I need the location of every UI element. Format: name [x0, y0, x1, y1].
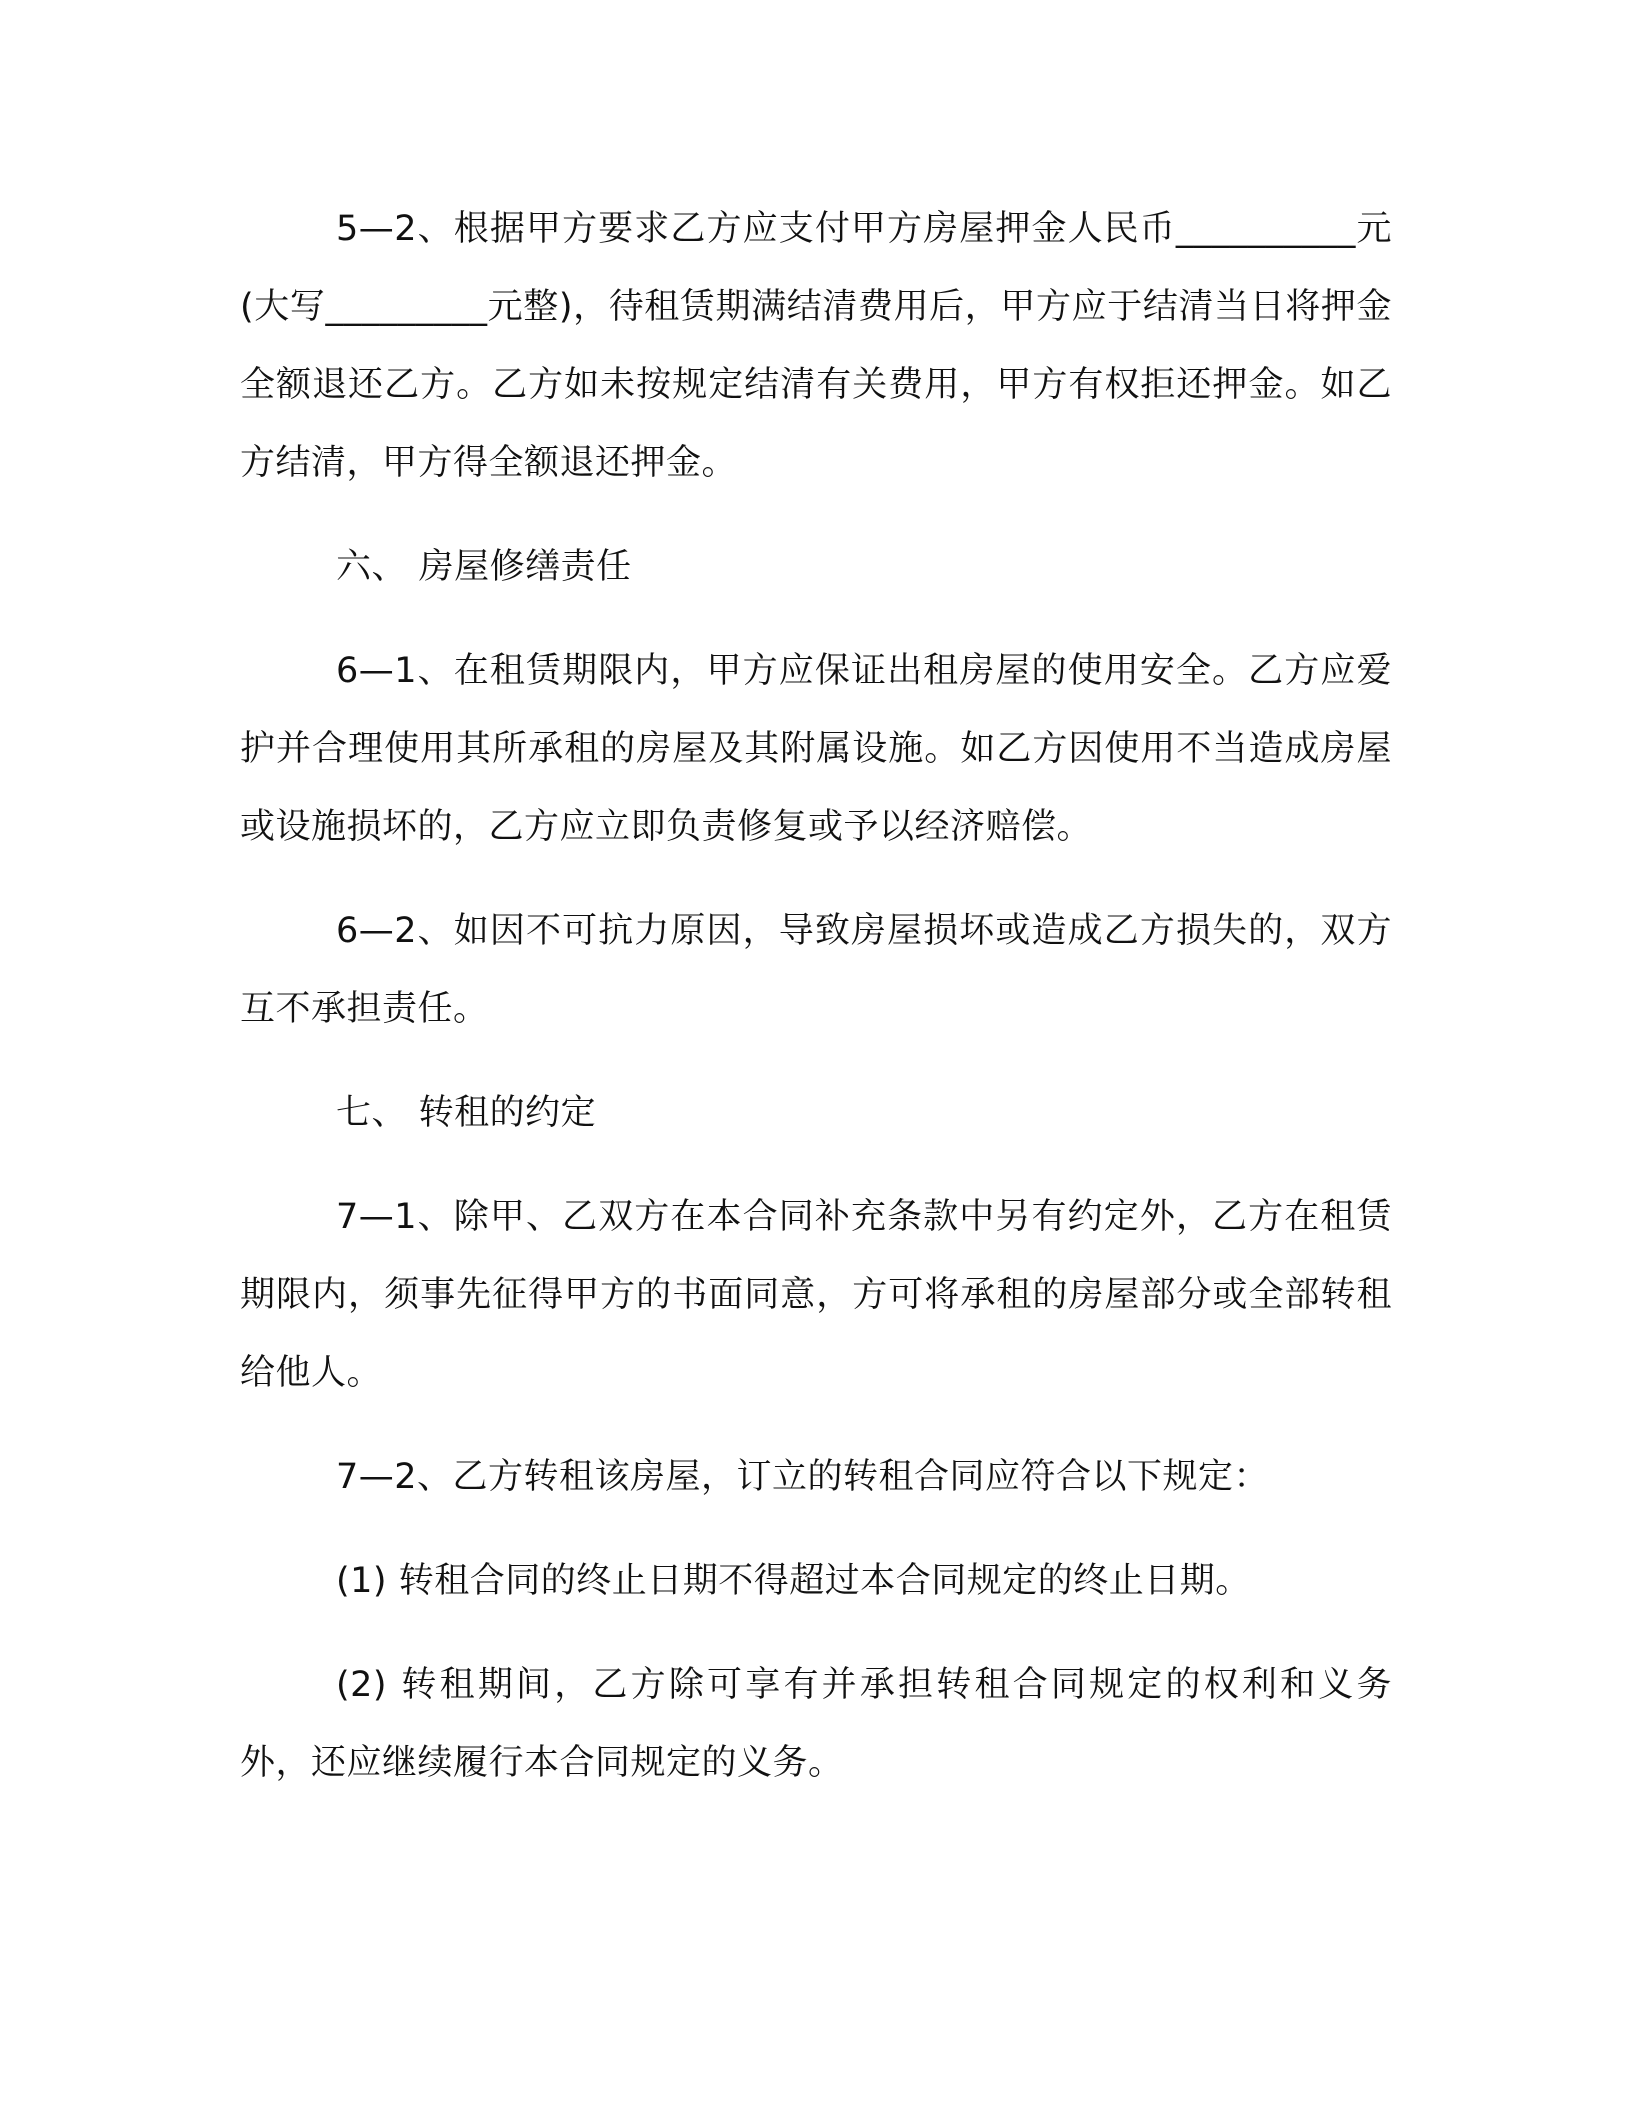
section-heading-6: 六、 房屋修缮责任: [336, 547, 632, 587]
section-heading-7: 七、 转租的约定: [336, 1093, 597, 1133]
clause-5-2: 5—2、根据甲方要求乙方应支付甲方房屋押金人民币__________元(大写_________元整)，待租赁期满结清费用后，甲方应于结清当日将押金全额退还乙方。乙方如未按规定结清有关费用，甲方有权拒还押金。如乙方结清，甲方得全额退还押金。: [240, 209, 1392, 483]
clause-6-2: 6—2、如因不可抗力原因，导致房屋损坏或造成乙方损失的，双方互不承担责任。: [240, 911, 1392, 1029]
clause-6-1: 6—1、在租赁期限内，甲方应保证出租房屋的使用安全。乙方应爱护并合理使用其所承租的房屋及其附属设施。如乙方因使用不当造成房屋或设施损坏的，乙方应立即负责修复或予以经济赔偿。: [240, 651, 1392, 847]
clause-7-2-item-1: (1) 转租合同的终止日期不得超过本合同规定的终止日期。: [336, 1561, 1251, 1601]
clause-7-2: 7—2、乙方转租该房屋，订立的转租合同应符合以下规定：: [336, 1457, 1270, 1497]
clause-7-1: 7—1、除甲、乙双方在本合同补充条款中另有约定外，乙方在租赁期限内，须事先征得甲方的书面同意，方可将承租的房屋部分或全部转租给他人。: [240, 1197, 1392, 1393]
clause-7-2-item-2: (2) 转租期间，乙方除可享有并承担转租合同规定的权利和义务外，还应继续履行本合同规定的义务。: [240, 1665, 1392, 1783]
document-body: [240, 190, 1392, 1828]
